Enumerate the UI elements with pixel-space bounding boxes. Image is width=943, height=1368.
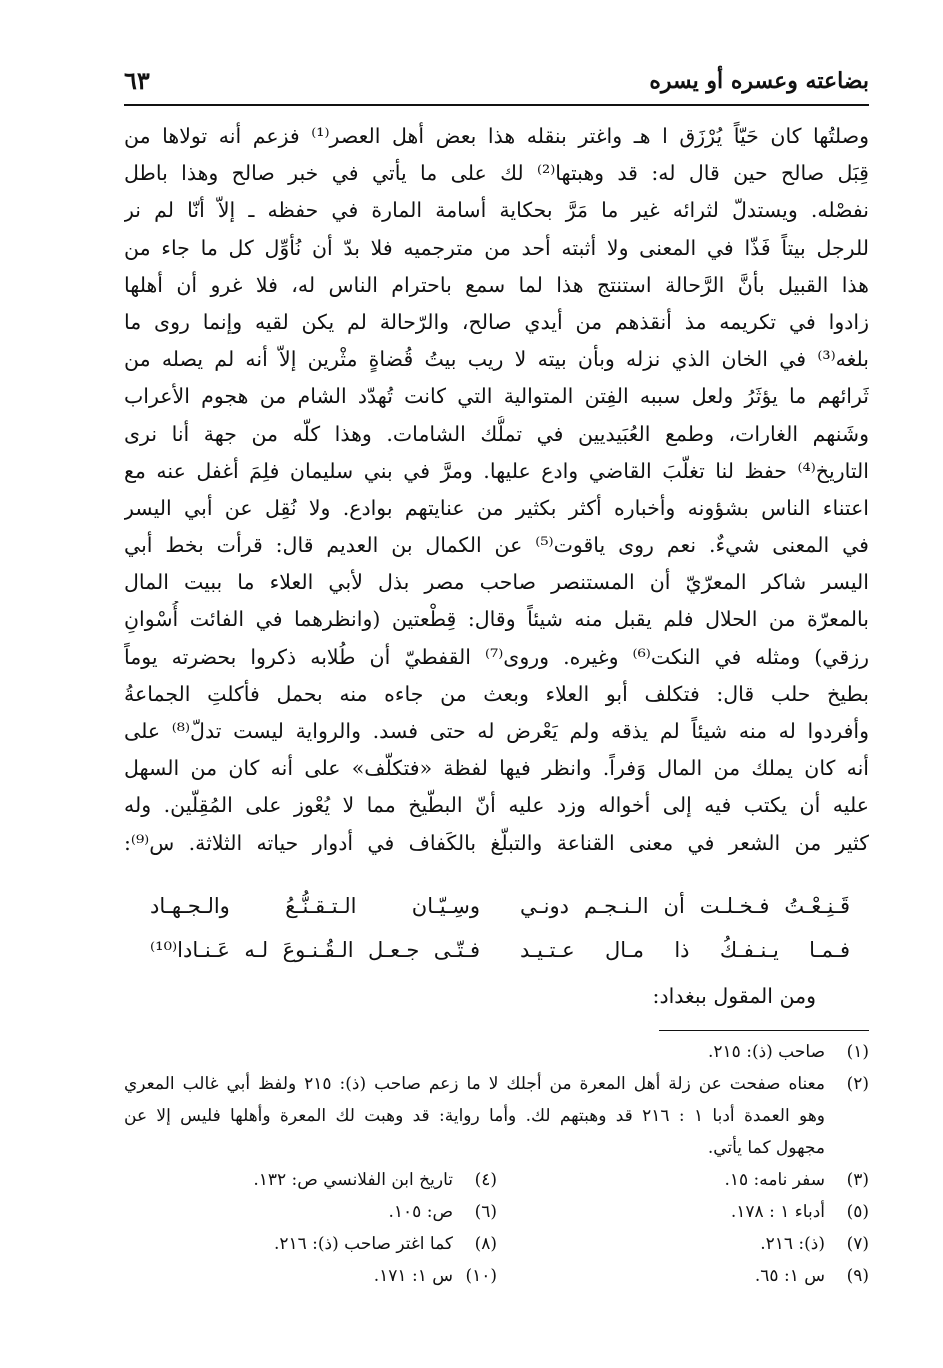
footnote-1: [124, 1036, 869, 1068]
footnote-2: [124, 1068, 869, 1100]
footnote-6: [125, 1196, 497, 1228]
footnote-8: [125, 1228, 497, 1260]
poem-first-hemistich: قَـنِـعْـتُ فـخـلـت أن الـنـجـم دونـي: [520, 894, 850, 918]
footnote-text: (ذ): ٢١٦.: [760, 1234, 825, 1254]
footnote-number: (١): [846, 1042, 869, 1062]
text-line: بطيخ حلب قال: فتكلف أبو العلاء وبعث من جاءه منه بحمل فأكلتِ الجماعةُ: [124, 681, 869, 706]
text-line: هذا القبيل بأنَّ الرَّحالة استنتج هذا لما سمع باحترام الناس له، فلا غرو أن أهلها: [124, 272, 869, 297]
poem-verse: [150, 928, 850, 972]
footnote-row: [124, 1196, 869, 1228]
footnote-text: وهو العمدة أدبا ١ : ٢١٦ قد وهبتهم لك. وأما رواية: قد وهبت لك المعرة وأهلها فليس إلا عن: [124, 1106, 825, 1126]
poem-block: [150, 884, 850, 972]
footnote-text: س ١: ١٧١.: [373, 1266, 453, 1286]
text-line: في المعنى شيءٌ. نعم روى ياقوت⁽⁵⁾ عن الكمال بن العديم قال: قرأت بخط أبي: [124, 533, 869, 558]
footnote-row: [124, 1260, 869, 1292]
text-line: وصلتُها كان حَيّاً يُرْزَق ا هـ واغتر بنقله هذا بعض أهل العصر⁽¹⁾ فزعم أنه تولاها من: [124, 124, 869, 148]
text-line: وشَنهم الغارات، وطمع العُبَيديين في تملُّك الشامات. وهذا كلّه من جهة أنا نرى: [124, 421, 869, 446]
footnote-text: أدباء ١ : ١٧٨.: [730, 1202, 825, 1222]
footnote-text: كما اغتر صاحب (ذ): ٢١٦.: [273, 1234, 453, 1254]
text-line: عليه أن يكتب فيه إلى أخواله وزد عليه أنّ البطّيخ مما لا يُعْوز على المُقِلّين. وله: [124, 793, 869, 818]
footnote-row: [124, 1164, 869, 1196]
footnote-text: تاريخ ابن الفلانسي ص: ١٣٢.: [253, 1170, 453, 1190]
footnote-number: (٣): [846, 1170, 869, 1190]
page-number: ٦٣: [124, 66, 150, 95]
poem-second-hemistich: فـتّـى جـعـل الـقُـنـوعَ لـه عَـنـادا⁽¹⁰⁾: [150, 938, 480, 962]
text-line: ثَرائهم ما يؤثَرُ ولعل سببه الفِتن المتوالية التي كانت تُهدّد الشام من هجوم الأعراب: [124, 384, 869, 409]
text-line: وأفردوا له منه شيئاً لم يذقه ولم يَعْرض له حتى فسد. والرواية ليست تدلّ⁽⁸⁾ على: [124, 719, 869, 743]
footnote-number: (٩): [846, 1266, 869, 1286]
poem-first-hemistich: فـمـا يـنـفـكُ ذا مـال عـتـيـد: [520, 938, 850, 962]
page-header: [124, 60, 869, 106]
footnote-number: (١٠): [465, 1266, 497, 1286]
footnote-number: (٢): [846, 1074, 869, 1094]
footnote-9: [497, 1260, 869, 1292]
footnote-text: صاحب (ذ): ٢١٥.: [708, 1042, 825, 1062]
main-text: [124, 118, 869, 862]
text-line: ومن المقول ببغداد:: [652, 984, 816, 1008]
text-line: بالمعرّة من الحلال فلم يقبل منه شيئاً وقال: قِطْعتين (وانظرهما في الفائت أُسْوانِ: [124, 607, 869, 632]
footnote-row: [124, 1228, 869, 1260]
text-line: زادوا في تكريمه مذ أنقذهم من أيدي صالح، والرّحالة لم يكن لقيه وإنما روى ما: [124, 309, 869, 334]
poem-second-hemistich: وسِـيّـان الـتـقـنُّـعُ والـجـهـاد: [150, 894, 480, 918]
footnote-text: سفر نامه: ١٥.: [724, 1170, 825, 1190]
footnote-5: [497, 1196, 869, 1228]
footnote-4: [125, 1164, 497, 1196]
footnote-3: [497, 1164, 869, 1196]
text-line: قِبَل صالح حين قال له: قد وهبتها⁽²⁾ لك على ما يأتي في خبر صالح وهذا باطل: [124, 161, 869, 186]
poem-verse: [150, 884, 850, 928]
footnote-10: [125, 1260, 497, 1292]
text-line: أنه كان يملك من المال وَفراً. وانظر فيها لفظة «فتكلّف» على أنه كان من السهل: [124, 756, 869, 781]
footnote-divider: [659, 1030, 869, 1031]
footnote-number: (٦): [474, 1202, 497, 1222]
running-title: بضاعته وعسره أو يسره: [649, 68, 869, 94]
text-line: بلغه⁽³⁾ في الخان الذي نزله وبأن بيته لا ريب بيتُ قُضاةٍ مثْرين إلاّ أنه لم يصله من: [124, 347, 869, 372]
footnotes: [124, 1036, 869, 1292]
footnote-text: ص: ١٠٥.: [388, 1202, 453, 1222]
text-line: اليسر شاكر المعرّيّ أن المستنصر صاحب مصر بذل لأبي العلاء ما ببيت المال: [124, 570, 869, 595]
text-line: نفصْله. ويستدلّ لثرائه غير ما مَرَّ بحكاية أسامة المارة في حفظه ـ إلاّ أنّا لم نر: [124, 198, 869, 223]
text-line: التاريخ⁽⁴⁾ حفظ لنا تغلّبَ القاضي وادع عليها. ومرَّ في بني سليمان فلِمَ أغفل عنه مع: [124, 458, 869, 483]
text-line: اعتناء الناس بشؤونه وأخباره أكثر بكثير من عنايتهم بوادع. ولا نُقِل عن أبي اليسر: [124, 495, 869, 520]
footnote-text: معناه صفحت عن زلة أهل المعرة من أجلك لا ما زعم صاحب (ذ): ٢١٥ ولفظ أبي غالب المعري: [124, 1074, 825, 1094]
footnote-number: (٤): [474, 1170, 497, 1190]
footnote-number: (٥): [846, 1202, 869, 1222]
footnote-text: مجهول كما يأتي.: [707, 1138, 825, 1158]
text-line: رزقي) ومثله في النكت⁽⁶⁾ وغيره. وروى⁽⁷⁾ القفطيّ أن طُلابه ذكروا بحضرته يوماً: [124, 644, 869, 669]
footnote-text: س ١: ٦٥.: [754, 1266, 825, 1286]
text-line: للرجل بيتاً فَذّا في المعنى ولا أثبته أحد من مترجميه فلا بدّ أن نُأوِّل كل ما جاء من: [124, 235, 869, 260]
text-line: كثير من الشعر في معنى القناعة والتبلّغ بالكَفاف في أدوار حياته الثلاثة. س⁽⁹⁾:: [124, 830, 869, 855]
footnote-number: (٨): [474, 1234, 497, 1254]
footnote-number: (٧): [846, 1234, 869, 1254]
footnote-7: [497, 1228, 869, 1260]
